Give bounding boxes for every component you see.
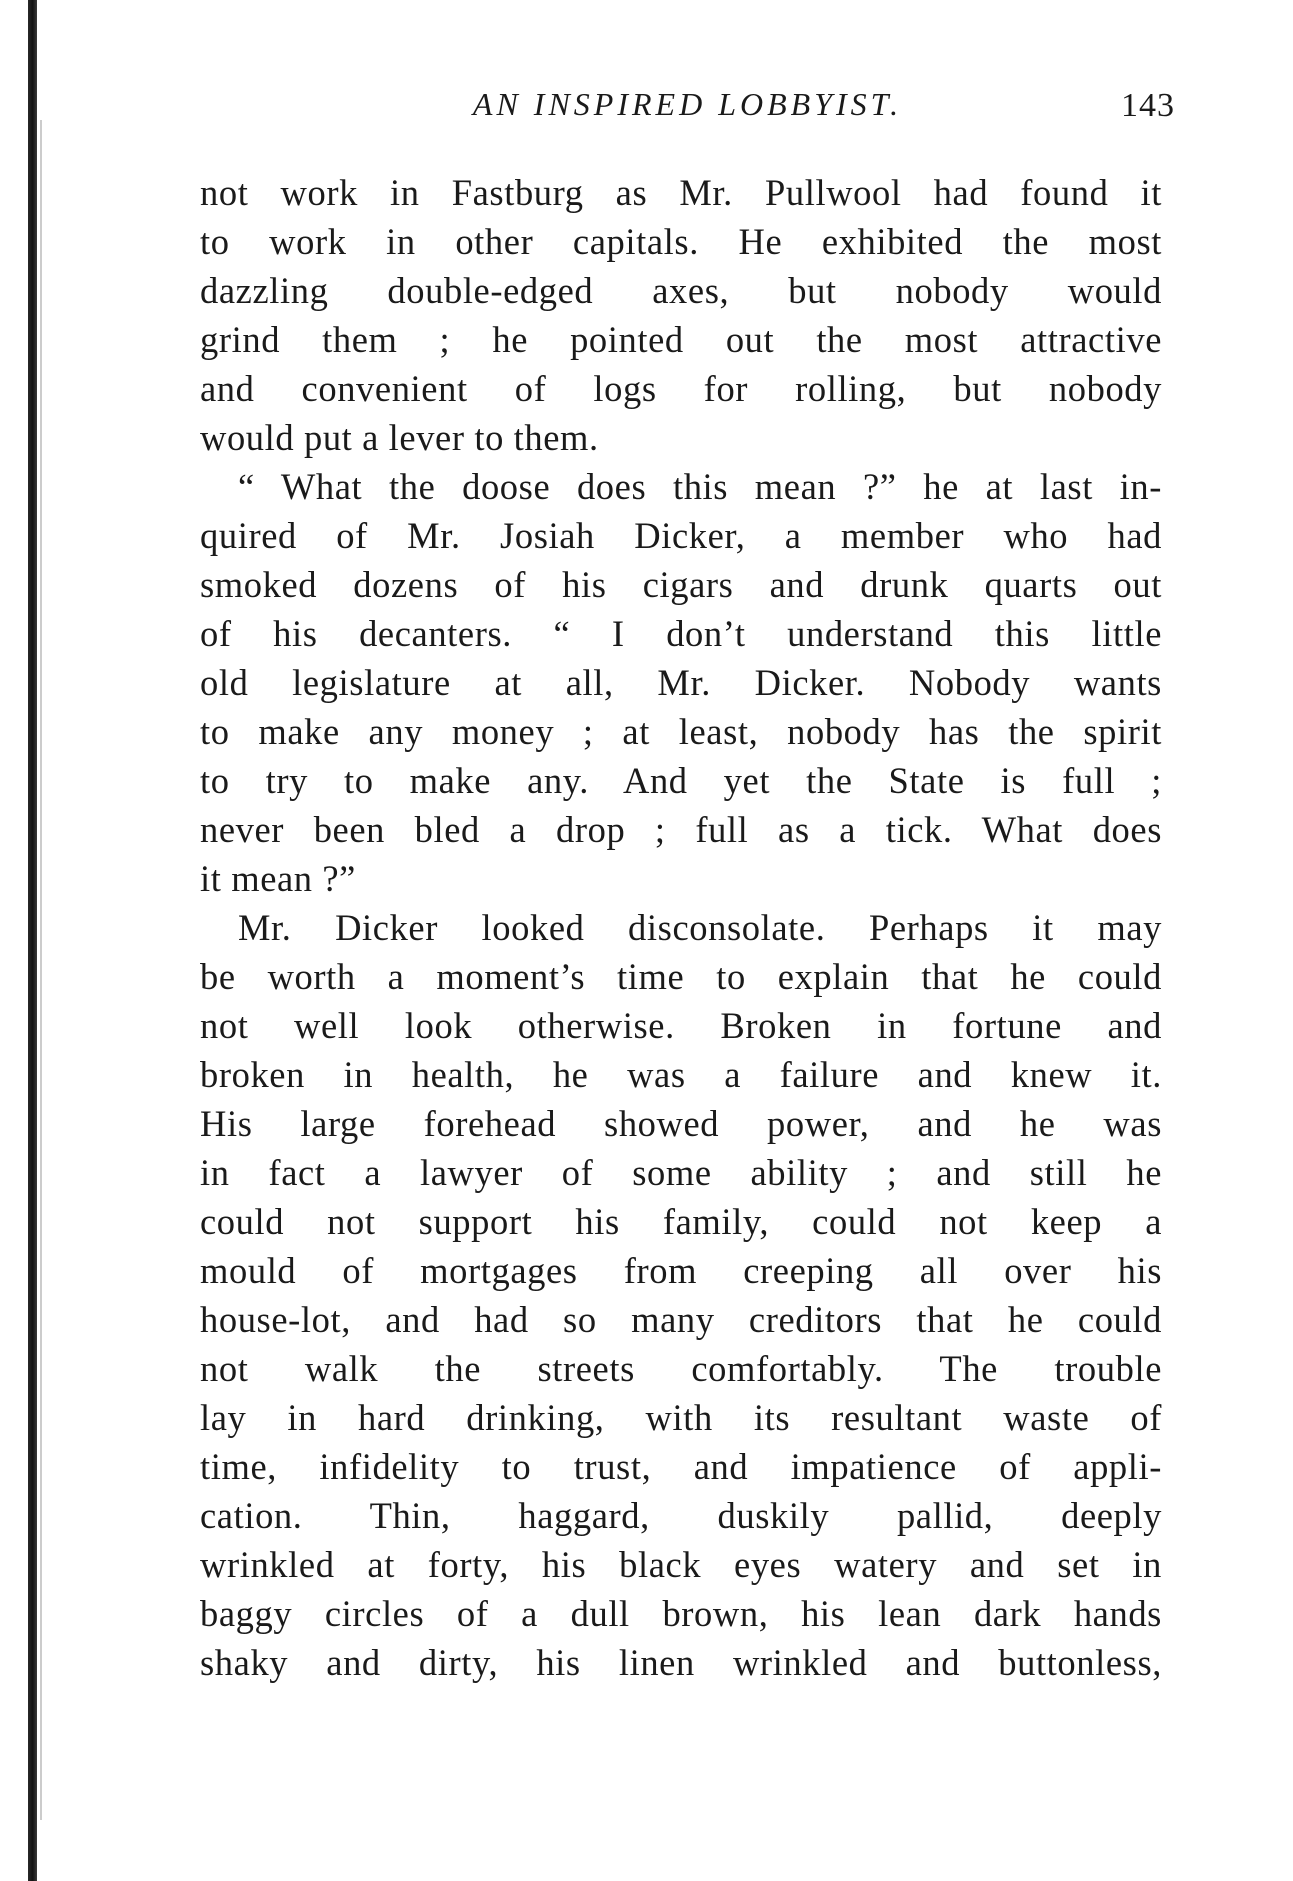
text-line: His large forehead showed power, and he was: [200, 1103, 1162, 1144]
text-line: lay in hard drinking, with its resultant waste of: [200, 1397, 1162, 1438]
text-line: “ What the doose does this mean ?” he at last in-: [238, 466, 1162, 507]
text-line: of his decanters. “ I don’t understand this little: [200, 613, 1162, 654]
text-line: shaky and dirty, his linen wrinkled and buttonless,: [200, 1642, 1162, 1683]
page-number: 143: [1121, 87, 1175, 124]
text-line: and convenient of logs for rolling, but nobody: [200, 368, 1162, 409]
text-line: Mr. Dicker looked disconsolate. Perhaps it may: [238, 907, 1162, 948]
text-line: never been bled a drop ; full as a tick. What does: [200, 809, 1162, 850]
text-line: to try to make any. And yet the State is full ;: [200, 760, 1162, 801]
text-line: it mean ?”: [200, 858, 356, 899]
text-line: time, infidelity to trust, and impatience of appli-: [200, 1446, 1162, 1487]
text-line: would put a lever to them.: [200, 417, 599, 458]
text-line: old legislature at all, Mr. Dicker. Nobody wants: [200, 662, 1162, 703]
text-line: smoked dozens of his cigars and drunk quarts out: [200, 564, 1162, 605]
text-line: not work in Fastburg as Mr. Pullwool had found it: [200, 172, 1162, 213]
text-line: dazzling double-edged axes, but nobody would: [200, 270, 1162, 311]
text-line: to work in other capitals. He exhibited the most: [200, 221, 1162, 262]
text-line: in fact a lawyer of some ability ; and still he: [200, 1152, 1162, 1193]
text-line: mould of mortgages from creeping all over his: [200, 1250, 1162, 1291]
text-line: wrinkled at forty, his black eyes watery and set in: [200, 1544, 1162, 1585]
running-head: [200, 82, 1175, 126]
text-line: quired of Mr. Josiah Dicker, a member who had: [200, 515, 1162, 556]
text-line: to make any money ; at least, nobody has the spirit: [200, 711, 1162, 752]
text-line: could not support his family, could not keep a: [200, 1201, 1162, 1242]
text-line: not well look otherwise. Broken in fortune and: [200, 1005, 1162, 1046]
text-line: broken in health, he was a failure and knew it.: [200, 1054, 1162, 1095]
text-line: baggy circles of a dull brown, his lean dark hands: [200, 1593, 1162, 1634]
text-line: cation. Thin, haggard, duskily pallid, deeply: [200, 1495, 1162, 1536]
text-line: not walk the streets comfortably. The trouble: [200, 1348, 1162, 1389]
text-line: house-lot, and had so many creditors that he could: [200, 1299, 1162, 1340]
body-text: [200, 168, 1162, 1687]
text-line: grind them ; he pointed out the most attractive: [200, 319, 1162, 360]
text-line: be worth a moment’s time to explain that he could: [200, 956, 1162, 997]
running-title: AN INSPIRED LOBBYIST.: [472, 86, 903, 122]
